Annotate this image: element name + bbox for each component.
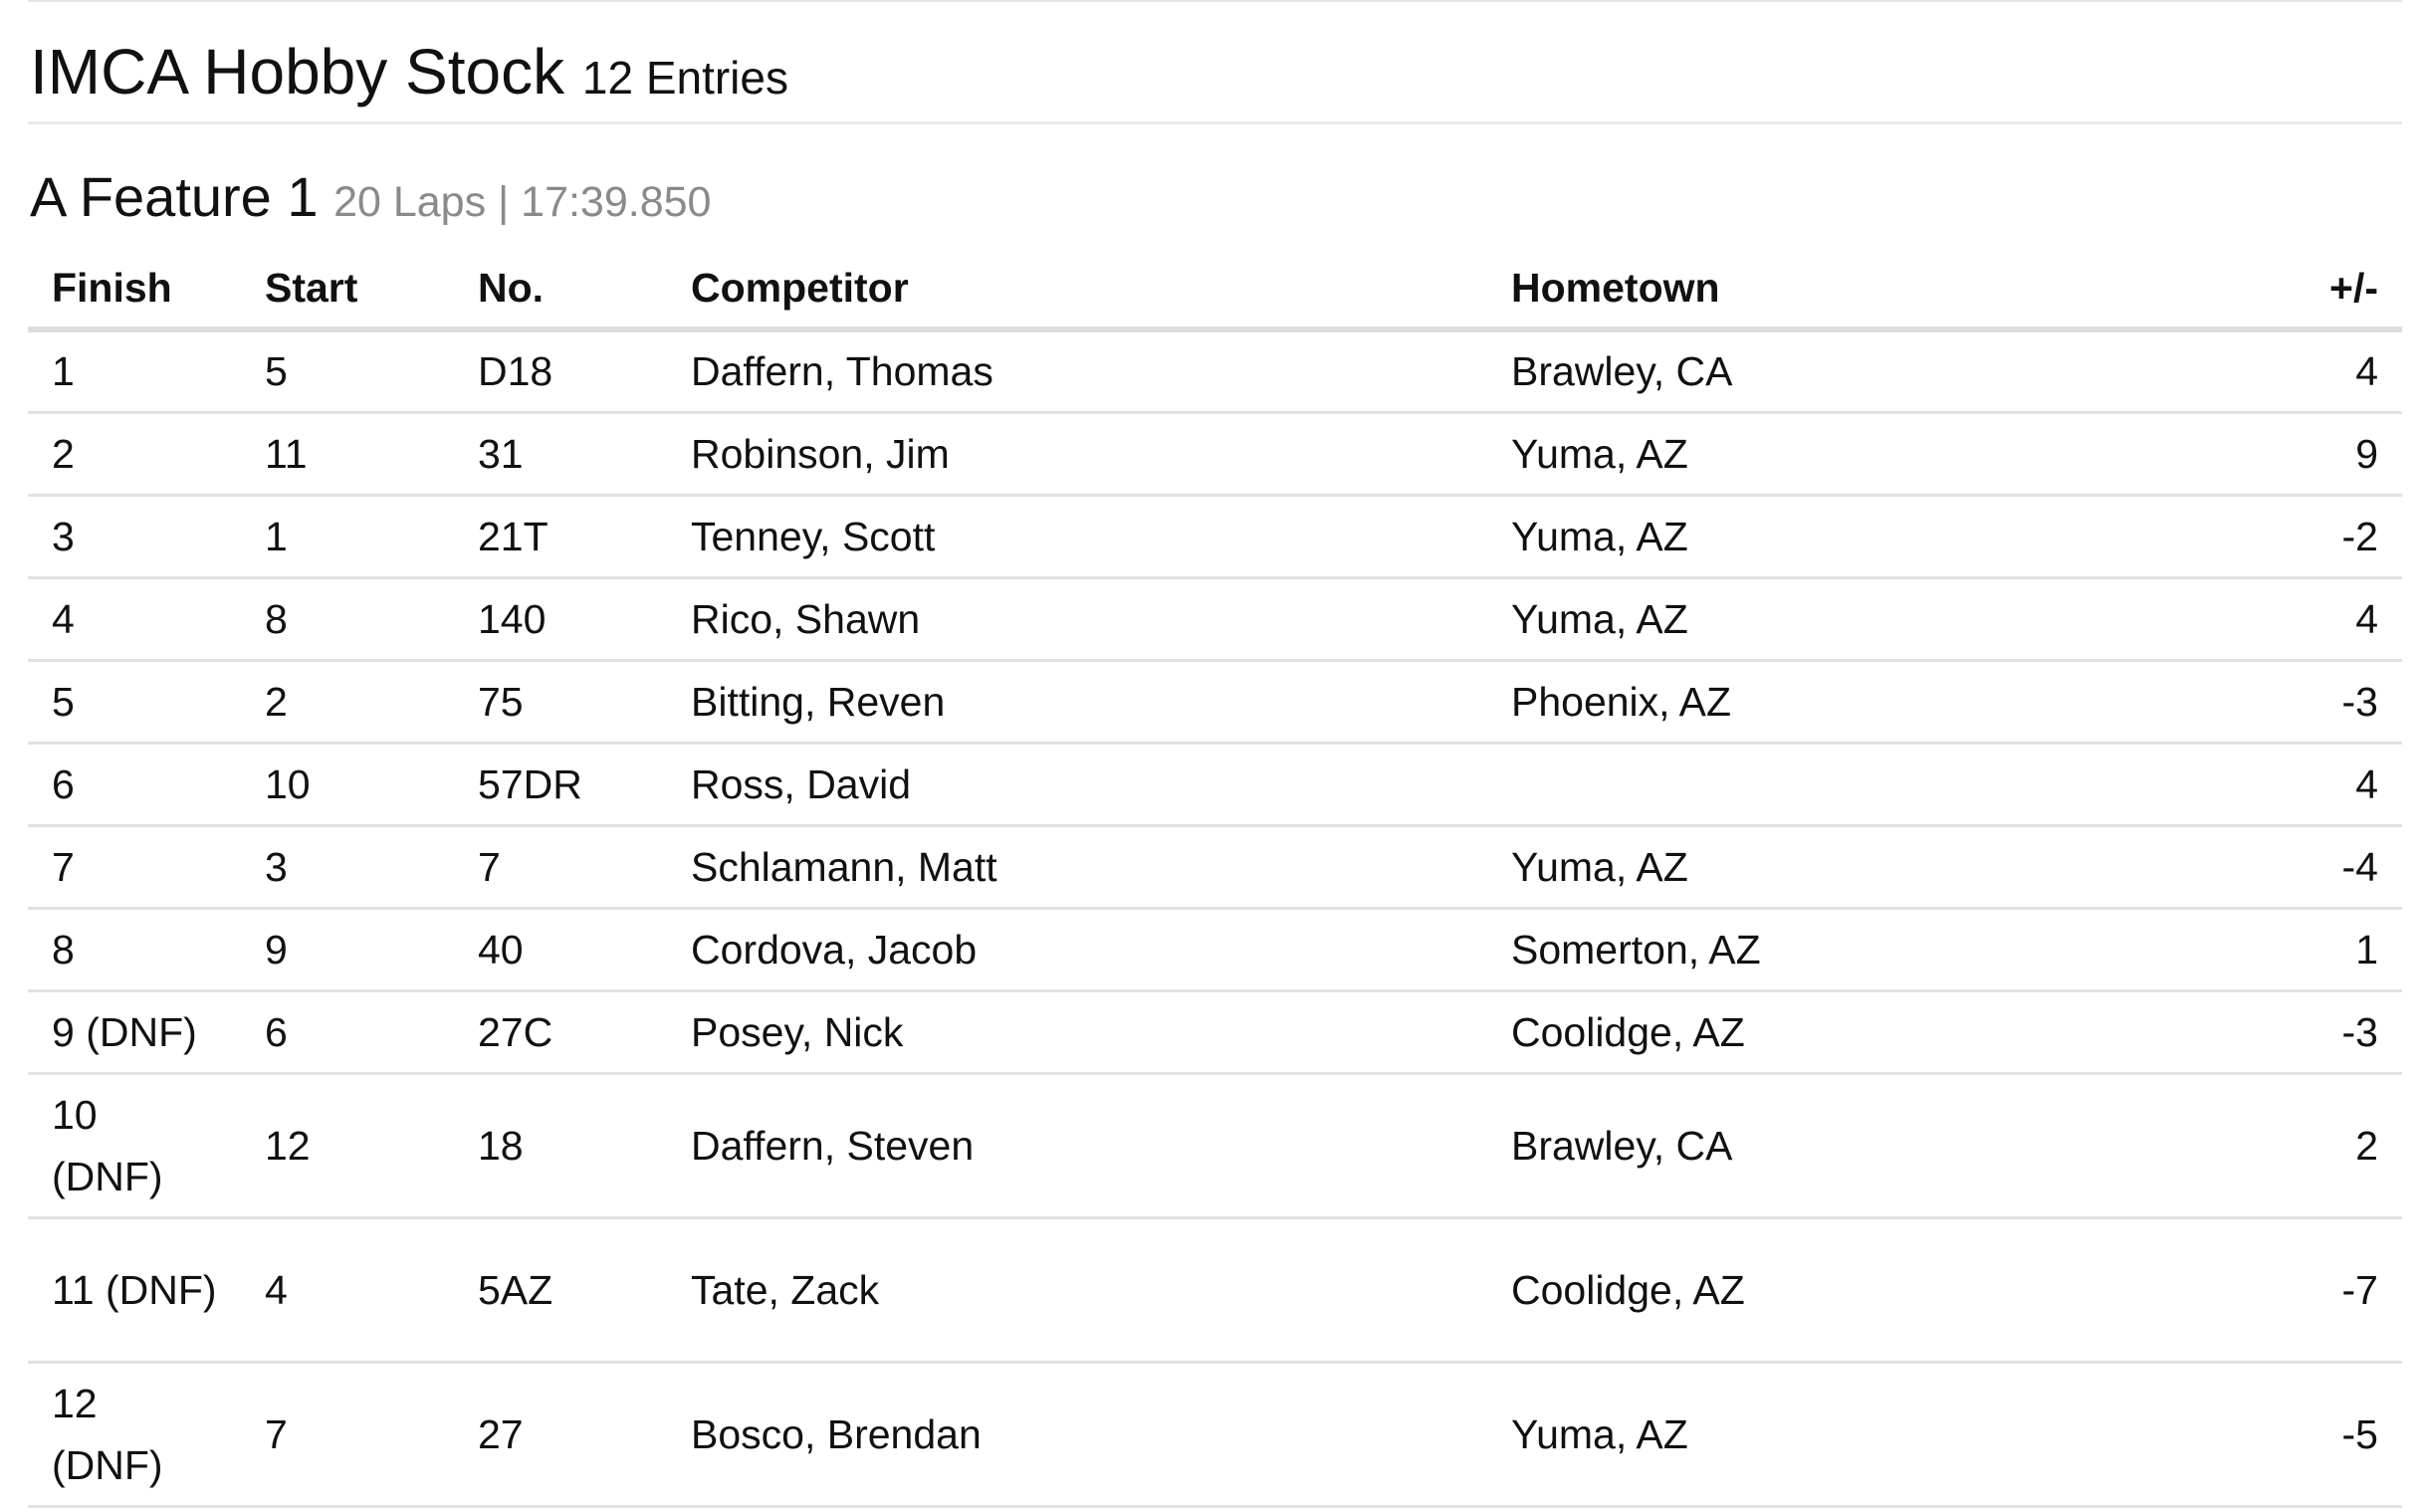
- cell-hometown: Yuma, AZ: [1487, 1362, 2184, 1506]
- table-row: [28, 660, 2402, 743]
- cell-plus-minus: -2: [2184, 495, 2402, 577]
- results-table: [28, 250, 2402, 1508]
- cell-no: 27C: [454, 990, 667, 1073]
- cell-finish: 11 (DNF): [28, 1217, 241, 1362]
- cell-start: 12: [241, 1073, 454, 1217]
- table-row: [28, 412, 2402, 495]
- cell-plus-minus: 1: [2184, 908, 2402, 990]
- cell-start: 7: [241, 1362, 454, 1506]
- cell-start: 10: [241, 743, 454, 825]
- cell-plus-minus: -7: [2184, 1217, 2402, 1362]
- header-no: No.: [454, 250, 667, 329]
- table-row: [28, 825, 2402, 908]
- cell-hometown: Yuma, AZ: [1487, 825, 2184, 908]
- header-finish: Finish: [28, 250, 241, 329]
- table-row: [28, 329, 2402, 412]
- header-hometown: Hometown: [1487, 250, 2184, 329]
- cell-hometown: Yuma, AZ: [1487, 495, 2184, 577]
- results-page: [28, 0, 2402, 1508]
- cell-competitor: Tenney, Scott: [667, 495, 1487, 577]
- cell-hometown: Brawley, CA: [1487, 329, 2184, 412]
- cell-finish: 8: [28, 908, 241, 990]
- cell-finish: 12 (DNF): [28, 1362, 241, 1506]
- cell-no: 57DR: [454, 743, 667, 825]
- cell-plus-minus: -3: [2184, 990, 2402, 1073]
- cell-competitor: Ross, David: [667, 743, 1487, 825]
- cell-competitor: Cordova, Jacob: [667, 908, 1487, 990]
- cell-plus-minus: 2: [2184, 1073, 2402, 1217]
- cell-plus-minus: 9: [2184, 412, 2402, 495]
- table-row: [28, 495, 2402, 577]
- cell-no: 7: [454, 825, 667, 908]
- cell-finish: 4: [28, 577, 241, 660]
- cell-plus-minus: 4: [2184, 577, 2402, 660]
- cell-competitor: Schlamann, Matt: [667, 825, 1487, 908]
- cell-hometown: Phoenix, AZ: [1487, 660, 2184, 743]
- cell-no: 21T: [454, 495, 667, 577]
- cell-start: 3: [241, 825, 454, 908]
- cell-start: 4: [241, 1217, 454, 1362]
- cell-plus-minus: 4: [2184, 743, 2402, 825]
- cell-no: 27: [454, 1362, 667, 1506]
- cell-start: 11: [241, 412, 454, 495]
- cell-plus-minus: -3: [2184, 660, 2402, 743]
- cell-plus-minus: -4: [2184, 825, 2402, 908]
- cell-no: 18: [454, 1073, 667, 1217]
- cell-hometown: Yuma, AZ: [1487, 577, 2184, 660]
- cell-hometown: [1487, 743, 2184, 825]
- cell-hometown: Coolidge, AZ: [1487, 990, 2184, 1073]
- cell-hometown: Brawley, CA: [1487, 1073, 2184, 1217]
- cell-competitor: Robinson, Jim: [667, 412, 1487, 495]
- cell-no: D18: [454, 329, 667, 412]
- cell-competitor: Rico, Shawn: [667, 577, 1487, 660]
- header-start: Start: [241, 250, 454, 329]
- cell-finish: 7: [28, 825, 241, 908]
- cell-competitor: Bitting, Reven: [667, 660, 1487, 743]
- cell-finish: 9 (DNF): [28, 990, 241, 1073]
- cell-competitor: Daffern, Thomas: [667, 329, 1487, 412]
- cell-start: 1: [241, 495, 454, 577]
- table-row: [28, 1073, 2402, 1217]
- cell-finish: 2: [28, 412, 241, 495]
- cell-no: 40: [454, 908, 667, 990]
- cell-hometown: Yuma, AZ: [1487, 412, 2184, 495]
- header-competitor: Competitor: [667, 250, 1487, 329]
- cell-plus-minus: 4: [2184, 329, 2402, 412]
- cell-competitor: Posey, Nick: [667, 990, 1487, 1073]
- cell-plus-minus: -5: [2184, 1362, 2402, 1506]
- cell-competitor: Daffern, Steven: [667, 1073, 1487, 1217]
- table-row: [28, 908, 2402, 990]
- cell-hometown: Somerton, AZ: [1487, 908, 2184, 990]
- cell-start: 2: [241, 660, 454, 743]
- table-row: [28, 577, 2402, 660]
- cell-start: 9: [241, 908, 454, 990]
- cell-start: 5: [241, 329, 454, 412]
- class-header: [28, 2, 2402, 124]
- table-row: [28, 1217, 2402, 1362]
- event-details: 20 Laps | 17:39.850: [333, 178, 712, 226]
- table-row: [28, 1362, 2402, 1506]
- event-title: [30, 157, 711, 242]
- cell-no: 140: [454, 577, 667, 660]
- cell-finish: 1: [28, 329, 241, 412]
- cell-start: 8: [241, 577, 454, 660]
- cell-finish: 6: [28, 743, 241, 825]
- cell-finish: 3: [28, 495, 241, 577]
- table-row: [28, 743, 2402, 825]
- cell-competitor: Bosco, Brendan: [667, 1362, 1487, 1506]
- cell-finish: 5: [28, 660, 241, 743]
- header-plus-minus: +/-: [2184, 250, 2402, 329]
- class-title: [30, 32, 788, 117]
- cell-competitor: Tate, Zack: [667, 1217, 1487, 1362]
- cell-hometown: Coolidge, AZ: [1487, 1217, 2184, 1362]
- event-header: [28, 124, 2402, 250]
- cell-no: 75: [454, 660, 667, 743]
- event-name: A Feature 1: [30, 165, 319, 228]
- cell-start: 6: [241, 990, 454, 1073]
- table-row: [28, 990, 2402, 1073]
- class-entries-count: 12 Entries: [581, 52, 788, 104]
- cell-no: 31: [454, 412, 667, 495]
- table-header-row: [28, 250, 2402, 329]
- cell-no: 5AZ: [454, 1217, 667, 1362]
- cell-finish: 10 (DNF): [28, 1073, 241, 1217]
- class-name: IMCA Hobby Stock: [30, 36, 565, 108]
